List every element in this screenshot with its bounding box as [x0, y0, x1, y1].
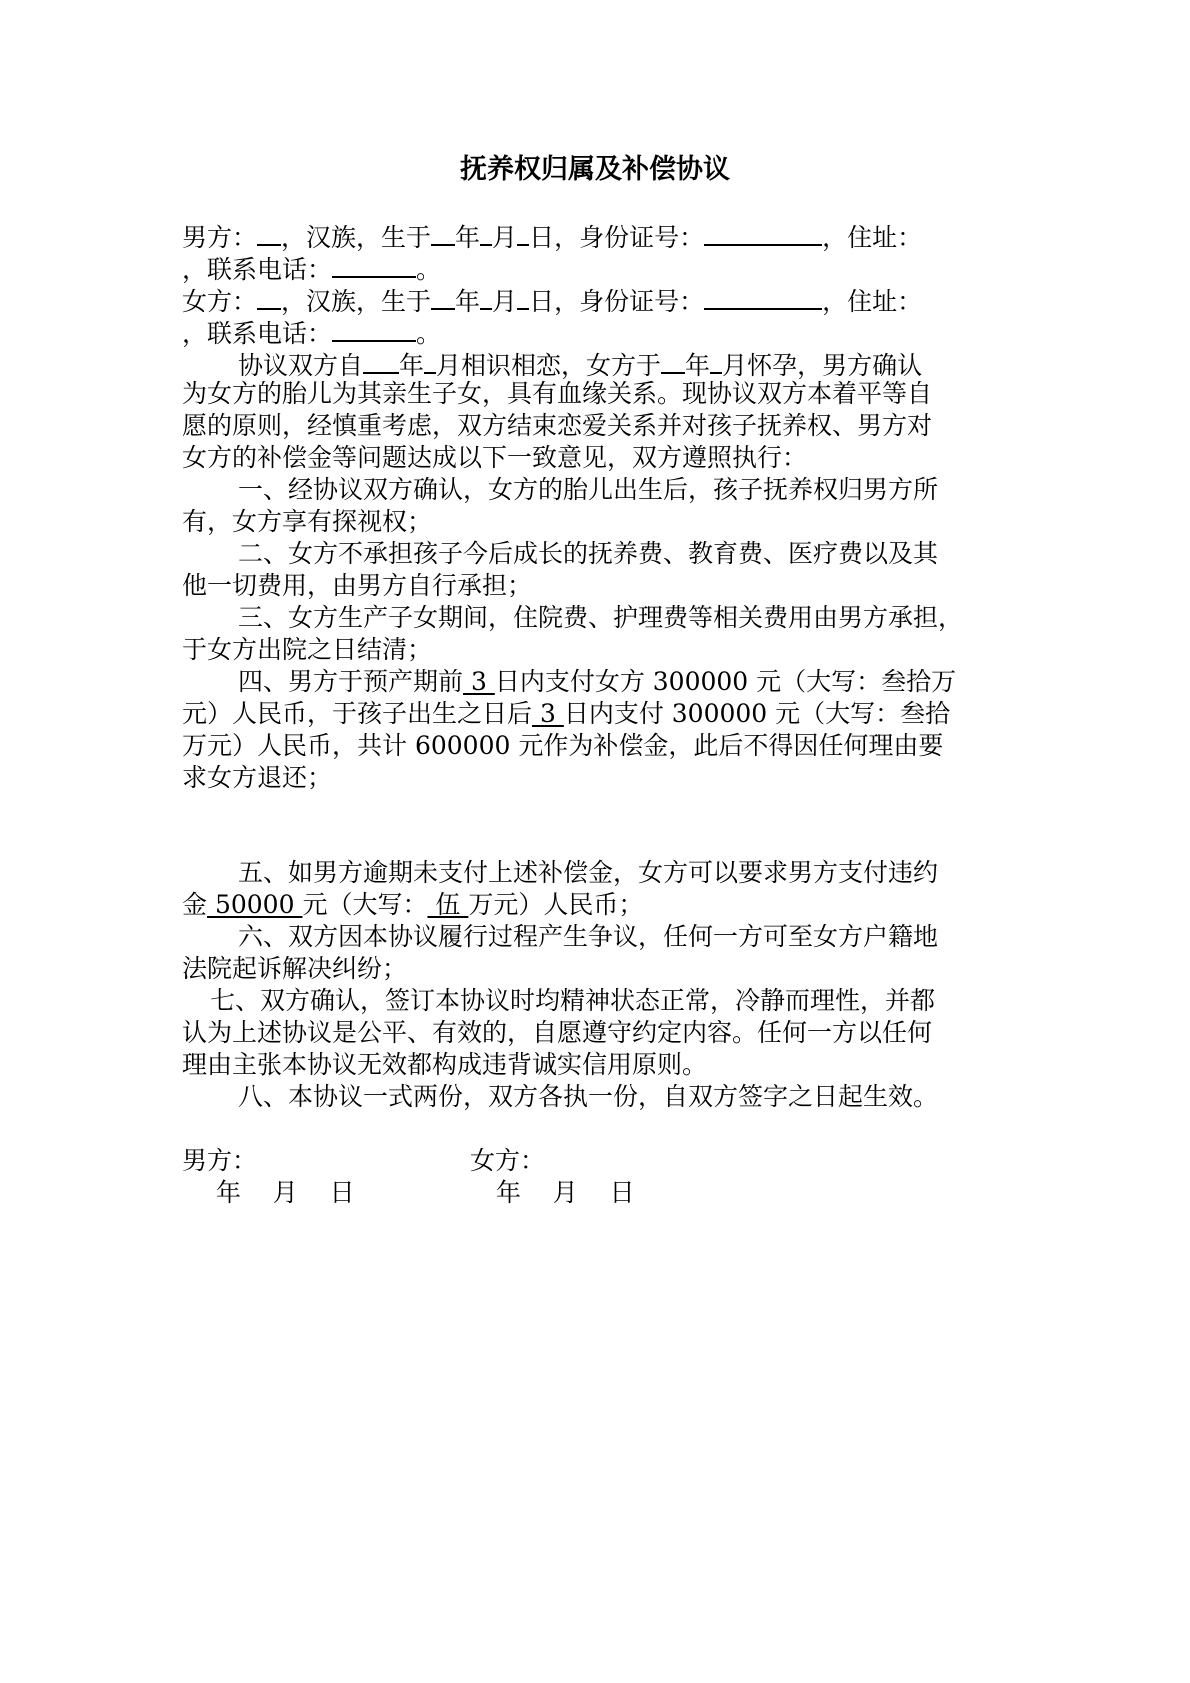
clause-7-line-2: 认为上述协议是公平、有效的，自愿遵守约定内容。任何一方以任何 [182, 1018, 933, 1047]
clause-6-line-1: 六、双方因本协议履行过程产生争议，任何一方可至女方户籍地 [238, 922, 939, 951]
blank-underline [257, 282, 281, 310]
blank-underline [431, 218, 455, 246]
blank-underline [480, 282, 492, 310]
clause-7-line-1: 七、双方确认，签订本协议时均精神状态正常，冷静而理性，并都 [210, 986, 936, 1015]
male-info-line-2: ，联系电话： 。 [182, 250, 1022, 282]
blank-underline [704, 282, 822, 310]
clause-7-line-3: 理由主张本协议无效都构成违背诚实信用原则。 [182, 1050, 708, 1079]
underlined-value: 伍 [427, 890, 469, 919]
female-signature-date: 年 月 日 [496, 1178, 635, 1207]
blank-underline [710, 346, 722, 374]
signature-dates [182, 1177, 1022, 1209]
blank-underline [480, 218, 492, 246]
clause-3-line-2: 于女方出院之日结清； [182, 635, 433, 664]
underlined-value: 3 [532, 699, 564, 728]
blank-underline [517, 282, 529, 310]
clause-5-line-1: 五、如男方逾期未支付上述补偿金，女方可以要求男方支付违约 [238, 858, 939, 887]
document-body [182, 218, 1022, 1209]
preamble-line-2: 为女方的胎儿为其亲生子女，具有血缘关系。现协议双方本着平等自 [182, 379, 933, 408]
male-signature-date: 年 月 日 [216, 1178, 355, 1207]
blank-underline [517, 218, 529, 246]
signature-labels [182, 1145, 1022, 1177]
blank-underline [661, 346, 685, 374]
clause-4-line-1: 四、男方于预产期前 3 日内支付女方 300000 元（大写：叁拾万 [238, 667, 957, 696]
clause-1-line-2: 有，女方享有探视权； [182, 507, 433, 536]
blank-underline [424, 346, 436, 374]
male-signature-label: 男方： [182, 1146, 258, 1175]
clause-8-line-1: 八、本协议一式两份，双方各执一份，自双方签字之日起生效。 [238, 1082, 939, 1111]
clause-4-line-3: 万元）人民币，共计 600000 元作为补偿金，此后不得因任何理由要 [182, 731, 944, 760]
preamble-line-1: 协议双方自 年 月相识相恋，女方于 年 月怀孕，男方确认 [182, 346, 1022, 378]
blank-underline [332, 250, 416, 278]
preamble-line-4: 女方的补偿金等问题达成以下一致意见，双方遵照执行： [182, 443, 808, 472]
blank-space [182, 794, 1022, 857]
document-title: 抚养权归属及补偿协议 [460, 154, 730, 185]
female-info-line-1: 女方： ，汉族，生于 年 月 日，身份证号： ，住址： [182, 282, 1022, 314]
underlined-value: 50000 [207, 890, 303, 919]
clause-3-line-1: 三、女方生产子女期间，住院费、护理费等相关费用由男方承担， [238, 603, 964, 632]
male-info-line-1: 男方： ，汉族，生于 年 月 日，身份证号： ，住址： [182, 218, 1022, 250]
blank-space [182, 1113, 1022, 1145]
blank-underline [257, 218, 281, 246]
blank-underline [363, 346, 399, 374]
underlined-value: 3 [463, 667, 495, 696]
preamble-line-3: 愿的原则，经慎重考虑，双方结束恋爱关系并对孩子抚养权、男方对 [182, 411, 933, 440]
clause-2-line-2: 他一切费用，由男方自行承担； [182, 571, 533, 600]
blank-underline [431, 282, 455, 310]
clause-4-line-4: 求女方退还； [182, 763, 333, 792]
blank-underline [332, 314, 416, 342]
clause-4-line-2: 元）人民币，于孩子出生之日后 3 日内支付 300000 元（大写：叁拾 [182, 699, 951, 728]
clause-1-line-1: 一、经协议双方确认，女方的胎儿出生后，孩子抚养权归男方所 [238, 475, 939, 504]
female-signature-label: 女方： [470, 1146, 546, 1175]
female-info-line-2: ，联系电话： 。 [182, 314, 1022, 346]
clause-2-line-1: 二、女方不承担孩子今后成长的抚养费、教育费、医疗费以及其 [238, 539, 939, 568]
blank-underline [704, 218, 822, 246]
clause-6-line-2: 法院起诉解决纠纷； [182, 954, 408, 983]
clause-5-line-2: 金 50000 元（大写： 伍 万元）人民币； [182, 890, 644, 919]
